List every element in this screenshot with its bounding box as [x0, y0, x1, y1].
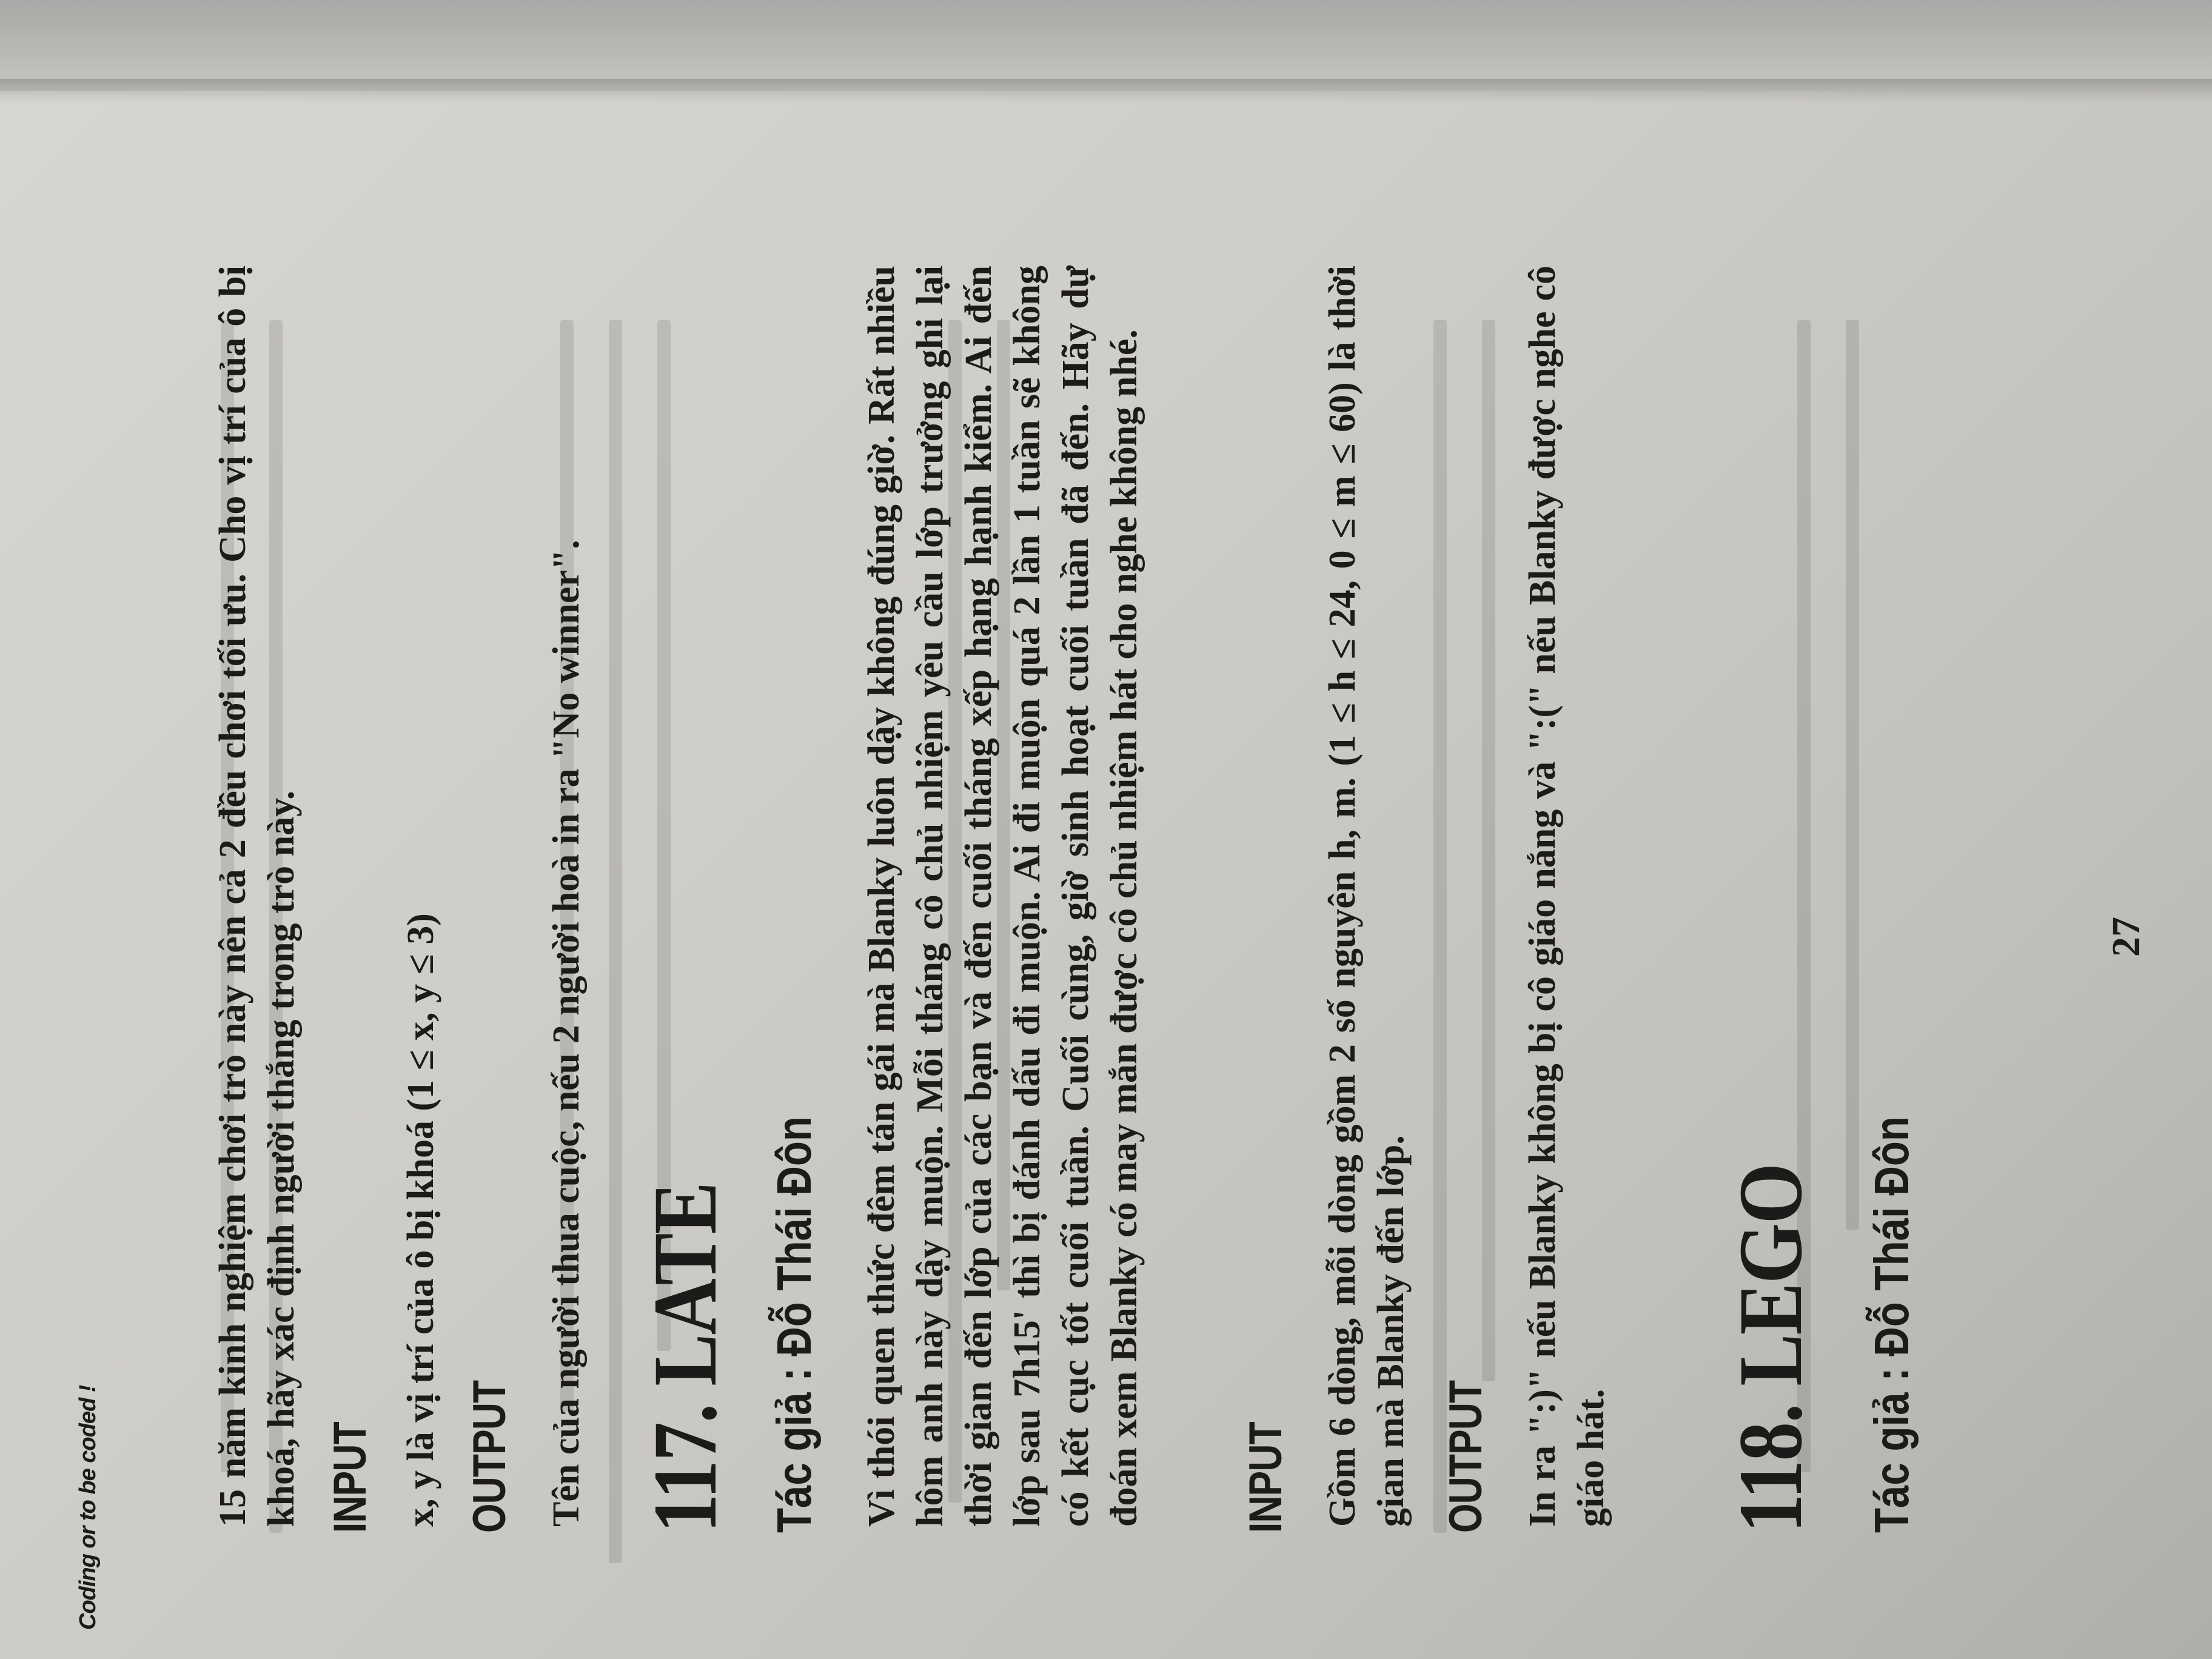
prev-output-text: Tên của người thua cuộc, nếu 2 người hoà in ra "No winner".: [546, 540, 587, 1527]
page-number: 27: [2104, 917, 2148, 957]
problem-117-input-text: Gồm 6 dòng, mỗi dòng gồm 2 số nguyên h, m. (1 ≤ h ≤ 24, 0 ≤ m ≤ 60) là thời gian mà Blanky đến lớp.: [1322, 266, 1412, 1527]
problem-117-output-heading: OUTPUT: [1440, 1380, 1492, 1533]
problem-117-input-heading: INPUT: [1240, 1422, 1292, 1533]
ghost-line: [609, 320, 622, 1563]
problem-117-title: 117. LATE: [635, 1182, 736, 1533]
problem-118-author: Tác giả : Đỗ Thái Đôn: [1865, 1116, 1919, 1533]
ghost-line: [1482, 320, 1495, 1381]
problem-117-output-text: In ra ":)" nếu Blanky không bị cô giáo nắng và ":(" nếu Blanky được nghe cô giáo hát.: [1522, 266, 1612, 1527]
problem-118-title: 118. LEGO: [1720, 1164, 1821, 1533]
book-page: [39, 163, 2197, 1659]
ghost-line: [1433, 320, 1447, 1533]
problem-117-author: Tác giả : Đỗ Thái Đôn: [767, 1116, 821, 1533]
prev-output-heading: OUTPUT: [464, 1380, 515, 1533]
problem-117-description: Vì thói quen thức đêm tán gái mà Blanky luôn dậy không đúng giờ. Rất nhiều hôm anh này dậy muộn. Mỗi tháng cô chủ nhiệm yêu cầu lớp trưởng ghi lại thời gian đến lớp của các bạn và đến cuối tháng xếp hạng hạnh kiểm. Ai đến lớp sau 7h15' thì bị đánh dấu đi muộn. Ai đi muộn quá 2 lần 1 tuần sẽ không có kết cục tốt cuối tuần. Cuối cùng, giờ sinh hoạt cuối tuần đã đến. Hãy dự đoán xem Blanky có may mắn được cô chủ nhiệm hát cho nghe không nhé.: [861, 266, 1145, 1527]
prev-input-heading: INPUT: [324, 1422, 376, 1533]
ghost-line: [1846, 320, 1859, 1230]
prev-input-text: x, y là vị trí của ô bị khoá (1 ≤ x, y ≤ 3): [400, 913, 441, 1527]
prev-problem-intro: 15 năm kinh nghiệm chơi trò này nên cả 2 đều chơi tối ưu. Cho vị trí của ô bị khoá, hãy xác định người thắng trong trò này.: [212, 266, 302, 1527]
running-header: Coding or to be coded !: [75, 1385, 101, 1630]
page-fold-shadow: [0, 79, 2212, 103]
facing-page-edge: [0, 0, 2212, 91]
